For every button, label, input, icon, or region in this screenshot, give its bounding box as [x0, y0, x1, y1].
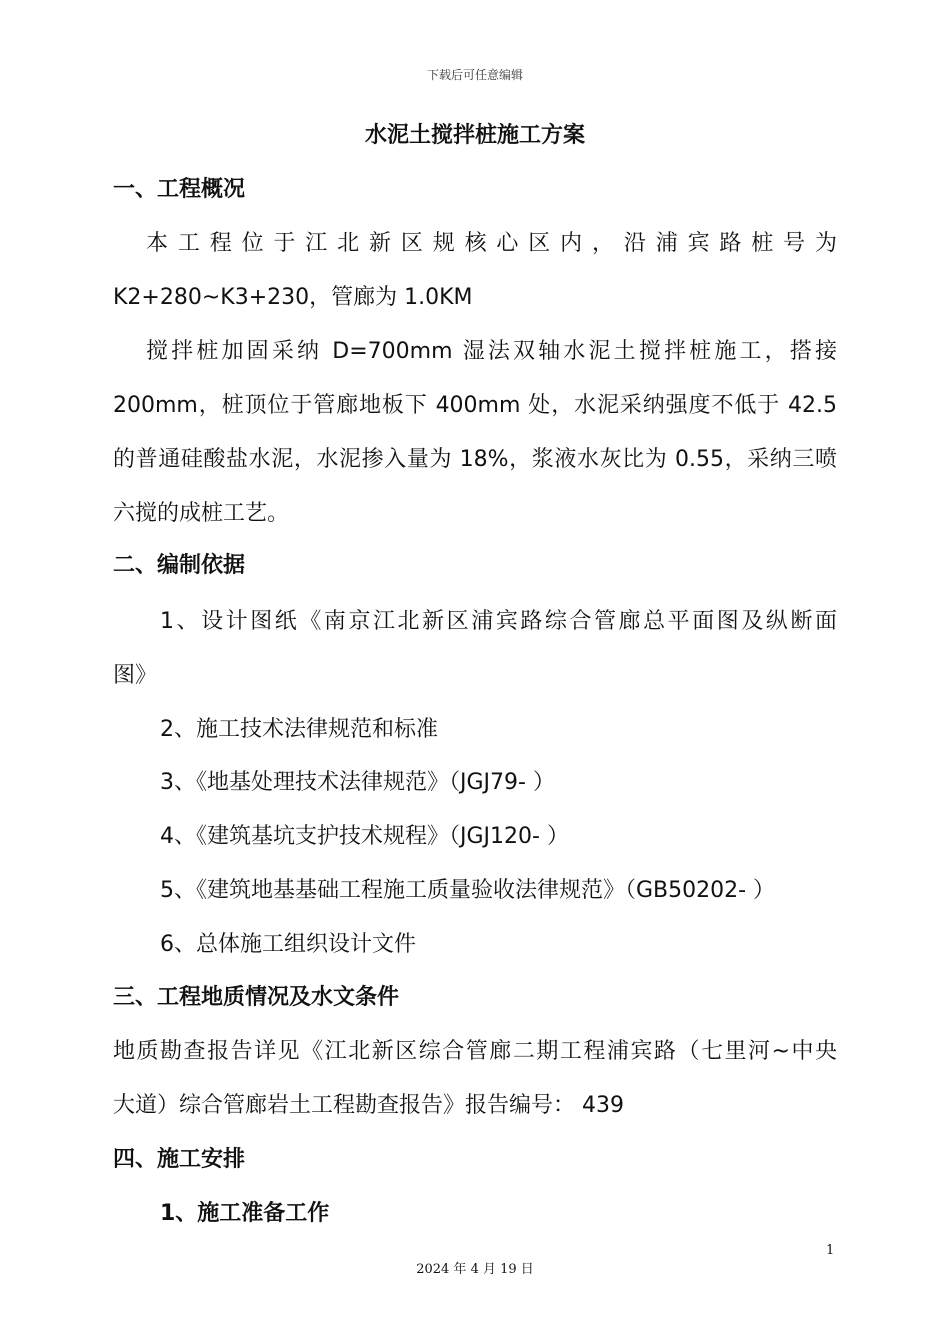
paragraph-line: 搅拌桩加固采纳 D=700mm 湿法双轴水泥土搅拌桩施工，搭接 [146, 339, 837, 364]
page-header: 下载后可任意编辑 [426, 68, 523, 82]
section-heading-basis: 二、编制依据 [113, 553, 246, 578]
list-item: 3、《地基处理技术法律规范》（JGJ79- ） [160, 770, 555, 795]
list-item: 4、《建筑基坑支护技术规程》（JGJ120- ） [160, 824, 569, 849]
list-item: 6、总体施工组织设计文件 [160, 932, 416, 957]
document-title: 水泥土搅拌桩施工方案 [364, 123, 585, 148]
section-heading-overview: 一、工程概况 [113, 177, 246, 202]
paragraph-line: K2+280~K3+230，管廊为 1.0KM [113, 285, 473, 310]
paragraph-line: 六搅的成桩工艺。 [113, 501, 290, 526]
page-number: 1 [826, 1243, 835, 1258]
paragraph-line: 本工程位于江北新区规核心区内，沿浦宾路桩号为 [146, 231, 837, 256]
list-item: 1、设计图纸《南京江北新区浦宾路综合管廊总平面图及纵断面 [160, 609, 837, 634]
subsection-heading: 1、施工准备工作 [160, 1201, 330, 1226]
section-heading-geology: 三、工程地质情况及水文条件 [113, 985, 400, 1010]
paragraph-line: 大道）综合管廊岩土工程勘查报告》报告编号： 439 [113, 1093, 624, 1118]
paragraph-line: 200mm，桩顶位于管廊地板下 400mm 处，水泥采纳强度不低于 42.5 [113, 393, 837, 418]
paragraph-line: 地质勘查报告详见《江北新区综合管廊二期工程浦宾路（七里河~中央 [113, 1039, 837, 1064]
paragraph-line: 的普通硅酸盐水泥，水泥掺入量为 18%，浆液水灰比为 0.55，采纳三喷 [113, 447, 837, 472]
section-heading-arrangement: 四、施工安排 [113, 1147, 246, 1172]
list-item: 5、《建筑地基基础工程施工质量验收法律规范》（GB50202- ） [160, 878, 776, 903]
footer-date: 2024 年 4 月 19 日 [416, 1262, 534, 1277]
list-item-continued: 图》 [113, 663, 158, 688]
list-item: 2、施工技术法律规范和标准 [160, 717, 438, 742]
